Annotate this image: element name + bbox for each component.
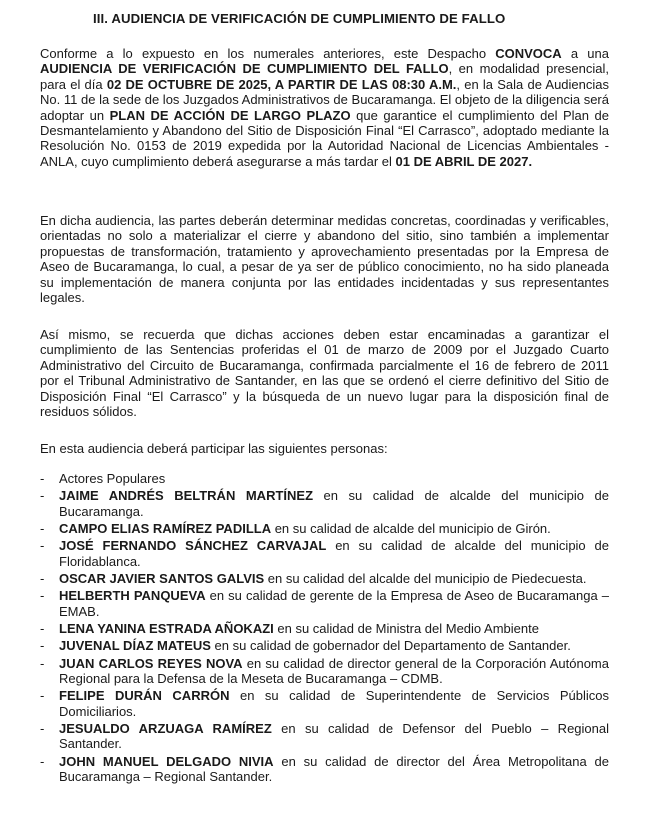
p1-bold-deadline: 01 DE ABRIL DE 2027. (395, 153, 533, 169)
participant-name: CAMPO ELIAS RAMÍREZ PADILLA (59, 520, 272, 536)
participant-item (40, 688, 609, 718)
participant-item (40, 571, 609, 586)
list-dash: - (40, 471, 45, 486)
participants-intro: En esta audiencia deberá participar las siguientes personas: (40, 441, 388, 456)
participant-item (40, 471, 609, 486)
participant-name: JAIME ANDRÉS BELTRÁN MARTÍNEZ (59, 488, 314, 504)
p1-text-1: Conforme a lo expuesto en los numerales anteriores, este Despacho (40, 46, 496, 61)
participant-name: FELIPE DURÁN CARRÓN (59, 688, 230, 704)
list-dash: - (40, 570, 45, 586)
p1-text-3: , en modalidad presencial, para el día (40, 61, 609, 92)
participant-name: OSCAR JAVIER SANTOS GALVIS (59, 570, 265, 586)
participant-item (40, 588, 609, 618)
list-dash: - (40, 753, 45, 769)
participant-role: en su calidad de alcalde del municipio de Bucaramanga. (59, 488, 609, 519)
participant-item (40, 538, 609, 568)
participant-role: en su calidad de alcalde del municipio de Girón. (271, 520, 551, 536)
p1-bold-convoca: CONVOCA (495, 46, 562, 61)
participant-name: JUAN CARLOS REYES NOVA (59, 655, 243, 671)
participant-item (40, 721, 609, 751)
participant-item (40, 488, 609, 518)
participant-name: JESUALDO ARZUAGA RAMÍREZ (59, 720, 272, 736)
hearing-measures-paragraph: En dicha audiencia, las partes deberán determinar medidas concretas, coordinadas y verificables, orientadas no solo a materializar el cierre y abandono del sitio, sino también a implementar propuestas de transformación, tratamiento y aprovechamiento presentadas por la Empresa de Aseo de Bucaramanga, lo cual, a pesar de ya ser de público conocimiento, no ha sido planeada su implementación de manera conjunta por las entidades incidentadas y sus representantes legales. (40, 213, 609, 306)
list-dash: - (40, 488, 45, 504)
convocation-paragraph (40, 46, 609, 169)
participant-role: en su calidad de Ministra del Medio Ambiente (273, 620, 539, 636)
participant-role: en su calidad de Superintendente de Servicios Públicos Domiciliarios. (59, 688, 609, 719)
participant-role: en su calidad de gerente de la Empresa de Aseo de Bucaramanga – EMAB. (59, 588, 609, 619)
participant-role: en su calidad del alcalde del municipio de Piedecuesta. (264, 570, 587, 586)
p1-bold-audiencia: AUDIENCIA DE VERIFICACIÓN DE CUMPLIMIENTO DEL FALLO (40, 61, 449, 77)
participant-name: LENA YANINA ESTRADA AÑOKAZI (59, 620, 274, 636)
p1-text-5: que garantice el cumplimiento del Plan de Desmantelamiento y Abandono del Sitio de Disposición Final “El Carrasco”, adoptado mediante la Resolución No. 0153 de 2019 expedida por la Autoridad Nacional de Licencias Ambientales -ANLA, cuyo cumplimiento deberá asegurarse a más tardar el (40, 107, 609, 169)
list-dash: - (40, 638, 45, 654)
list-dash: - (40, 520, 45, 536)
sentences-paragraph: Así mismo, se recuerda que dichas acciones deben estar encaminadas a garantizar el cumplimiento de las Sentencias proferidas el 01 de marzo de 2009 por el Juzgado Cuarto Administrativo del Circuito de Bucaramanga, confirmada parcialmente el 16 de febrero de 2011 por el Tribunal Administrativo de Santander, en las que se ordenó el cierre definitivo del Sitio de Disposición Final “El Carrasco” y la búsqueda de un nuevo lugar para la disposición final de residuos sólidos. (40, 327, 609, 420)
list-dash: - (40, 588, 45, 604)
participant-item (40, 621, 609, 636)
participant-role: Actores Populares (59, 471, 166, 486)
participant-role: en su calidad de alcalde del municipio de Floridablanca. (59, 538, 609, 569)
participant-item (40, 521, 609, 536)
participant-name: JOSÉ FERNANDO SÁNCHEZ CARVAJAL (59, 538, 327, 554)
p1-bold-plan: PLAN DE ACCIÓN DE LARGO PLAZO (109, 107, 351, 123)
list-dash: - (40, 688, 45, 704)
participants-list (40, 471, 609, 786)
participant-role: en su calidad de gobernador del Departamento de Santander. (210, 638, 571, 654)
participant-role: en su calidad de director general de la Corporación Autónoma Regional para la Defensa de la Meseta de Bucaramanga – CDMB. (59, 655, 609, 686)
list-dash: - (40, 655, 45, 671)
list-dash: - (40, 538, 45, 554)
participant-item (40, 754, 609, 784)
section-heading: III. AUDIENCIA DE VERIFICACIÓN DE CUMPLIMIENTO DE FALLO (93, 11, 506, 26)
participant-item (40, 656, 609, 686)
p1-bold-date: 02 DE OCTUBRE DE 2025, A PARTIR DE LAS 08:30 A.M. (106, 76, 457, 92)
list-dash: - (40, 720, 45, 736)
participant-item (40, 638, 609, 653)
participant-role: en su calidad de director del Área Metropolitana de Bucaramanga – Regional Santander. (59, 753, 609, 784)
participant-name: HELBERTH PANQUEVA (59, 588, 206, 604)
participant-name: JOHN MANUEL DELGADO NIVIA (59, 753, 274, 769)
list-dash: - (40, 620, 45, 636)
p1-text-2: a una (561, 46, 609, 61)
participant-role: en su calidad de Defensor del Pueblo – Regional Santander. (59, 720, 609, 752)
p1-text-4: , en la Sala de Audiencias No. 11 de la sede de los Juzgados Administrativos de Bucaramanga. El objeto de la diligencia será adoptar un (40, 76, 610, 123)
participant-name: JUVENAL DÍAZ MATEUS (59, 638, 211, 654)
